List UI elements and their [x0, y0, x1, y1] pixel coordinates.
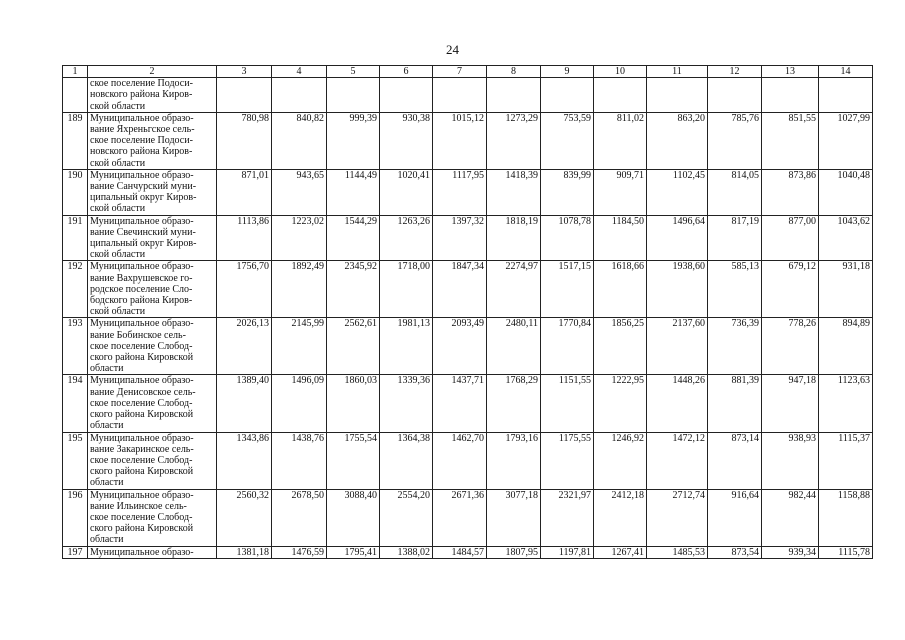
value-cell: 999,39	[327, 112, 380, 169]
table-row	[63, 169, 873, 215]
row-number: 194	[63, 375, 88, 432]
column-header: 4	[272, 66, 327, 78]
name-line: вание Яхреньгское сель-	[90, 124, 195, 136]
value-cell	[327, 78, 380, 113]
value-cell: 1115,37	[819, 432, 873, 489]
municipality-name	[88, 78, 217, 113]
column-header: 1	[63, 66, 88, 78]
value-cell	[594, 78, 647, 113]
value-cell: 1197,81	[541, 546, 594, 558]
name-line: Муниципальное образо-	[90, 261, 194, 273]
value-cell: 1793,16	[487, 432, 541, 489]
value-cell: 881,39	[708, 375, 762, 432]
value-cell: 753,59	[541, 112, 594, 169]
value-cell: 873,14	[708, 432, 762, 489]
value-cell: 1175,55	[541, 432, 594, 489]
column-header: 9	[541, 66, 594, 78]
value-cell: 1496,64	[647, 215, 708, 261]
value-cell: 2560,32	[217, 489, 272, 546]
value-cell: 931,18	[819, 261, 873, 318]
name-line: новского района Киров-	[90, 89, 193, 101]
value-cell: 1015,12	[433, 112, 487, 169]
name-line: Муниципальное образо-	[90, 432, 194, 444]
column-header: 10	[594, 66, 647, 78]
name-line: бодского района Киров-	[90, 295, 193, 307]
value-cell: 839,99	[541, 169, 594, 215]
municipality-name	[88, 215, 217, 261]
name-line: ципальный округ Киров-	[90, 238, 197, 250]
row-number: 196	[63, 489, 88, 546]
municipality-name	[88, 432, 217, 489]
value-cell: 1485,53	[647, 546, 708, 558]
value-cell: 1860,03	[327, 375, 380, 432]
value-cell: 894,89	[819, 318, 873, 375]
value-cell: 1381,18	[217, 546, 272, 558]
value-cell	[380, 78, 433, 113]
value-cell: 679,12	[762, 261, 819, 318]
value-cell: 2345,92	[327, 261, 380, 318]
name-line: области	[90, 363, 124, 375]
value-cell: 1246,92	[594, 432, 647, 489]
column-header: 12	[708, 66, 762, 78]
value-cell: 585,13	[708, 261, 762, 318]
name-line: области	[90, 534, 124, 546]
name-line: новского района Киров-	[90, 146, 193, 158]
value-cell: 778,26	[762, 318, 819, 375]
value-cell: 1343,86	[217, 432, 272, 489]
value-cell: 780,98	[217, 112, 272, 169]
value-cell: 851,55	[762, 112, 819, 169]
value-cell: 1770,84	[541, 318, 594, 375]
value-cell: 1462,70	[433, 432, 487, 489]
name-line: Муниципальное образо-	[90, 318, 194, 330]
value-cell: 1388,02	[380, 546, 433, 558]
value-cell: 1158,88	[819, 489, 873, 546]
column-header: 3	[217, 66, 272, 78]
value-cell: 1040,48	[819, 169, 873, 215]
value-cell: 2274,97	[487, 261, 541, 318]
table-row	[63, 318, 873, 375]
value-cell: 2712,74	[647, 489, 708, 546]
value-cell: 1113,86	[217, 215, 272, 261]
name-line: ской области	[90, 100, 146, 112]
value-cell: 1263,26	[380, 215, 433, 261]
value-cell: 2562,61	[327, 318, 380, 375]
value-cell: 1267,41	[594, 546, 647, 558]
value-cell: 2678,50	[272, 489, 327, 546]
value-cell: 916,64	[708, 489, 762, 546]
value-cell: 1123,63	[819, 375, 873, 432]
name-line: Муниципальное образо-	[90, 489, 194, 501]
name-line: ского района Кировской	[90, 352, 194, 364]
value-cell: 736,39	[708, 318, 762, 375]
name-line: ской области	[90, 306, 146, 318]
value-cell: 1389,40	[217, 375, 272, 432]
value-cell: 1472,12	[647, 432, 708, 489]
table-row	[63, 215, 873, 261]
value-cell	[647, 78, 708, 113]
value-cell: 1795,41	[327, 546, 380, 558]
value-cell: 873,54	[708, 546, 762, 558]
value-cell: 1756,70	[217, 261, 272, 318]
data-table	[62, 65, 873, 559]
value-cell: 1115,78	[819, 546, 873, 558]
value-cell	[708, 78, 762, 113]
row-number	[63, 78, 88, 113]
value-cell: 1856,25	[594, 318, 647, 375]
value-cell: 1438,76	[272, 432, 327, 489]
value-cell: 1339,36	[380, 375, 433, 432]
name-line: вание Вахрушевское го-	[90, 272, 193, 284]
municipality-name	[88, 112, 217, 169]
value-cell: 1476,59	[272, 546, 327, 558]
value-cell: 1043,62	[819, 215, 873, 261]
value-cell: 2093,49	[433, 318, 487, 375]
value-cell: 3077,18	[487, 489, 541, 546]
value-cell: 1484,57	[433, 546, 487, 558]
municipality-name	[88, 169, 217, 215]
value-cell: 938,93	[762, 432, 819, 489]
name-line: Муниципальное образо-	[90, 169, 194, 181]
column-header: 2	[88, 66, 217, 78]
value-cell: 877,00	[762, 215, 819, 261]
name-line: Муниципальное образо-	[90, 112, 194, 124]
value-cell: 1020,41	[380, 169, 433, 215]
name-line: области	[90, 477, 124, 489]
name-line: вание Закаринское сель-	[90, 443, 194, 455]
column-header: 5	[327, 66, 380, 78]
value-cell: 1102,45	[647, 169, 708, 215]
value-cell: 1273,29	[487, 112, 541, 169]
value-cell: 947,18	[762, 375, 819, 432]
name-line: ской области	[90, 249, 146, 261]
value-cell: 1144,49	[327, 169, 380, 215]
value-cell: 1847,34	[433, 261, 487, 318]
name-line: ской области	[90, 157, 146, 169]
value-cell	[819, 78, 873, 113]
value-cell	[541, 78, 594, 113]
name-line: ское поселение Слобод-	[90, 340, 193, 352]
name-line: вание Санчурский муни-	[90, 181, 197, 193]
value-cell	[762, 78, 819, 113]
value-cell: 1184,50	[594, 215, 647, 261]
value-cell: 1397,32	[433, 215, 487, 261]
name-line: ское поселение Подоси-	[90, 78, 193, 90]
value-cell: 2671,36	[433, 489, 487, 546]
value-cell: 1938,60	[647, 261, 708, 318]
name-line: ское поселение Слобод-	[90, 454, 193, 466]
value-cell: 2321,97	[541, 489, 594, 546]
name-line: ского района Кировской	[90, 466, 194, 478]
column-header: 13	[762, 66, 819, 78]
value-cell: 817,19	[708, 215, 762, 261]
value-cell: 1222,95	[594, 375, 647, 432]
value-cell: 2480,11	[487, 318, 541, 375]
column-header: 6	[380, 66, 433, 78]
row-number: 191	[63, 215, 88, 261]
municipality-name	[88, 489, 217, 546]
value-cell	[272, 78, 327, 113]
name-line: ское поселение Слобод-	[90, 511, 193, 523]
column-header: 11	[647, 66, 708, 78]
municipality-name	[88, 375, 217, 432]
name-line: родское поселение Сло-	[90, 283, 193, 295]
municipality-name	[88, 546, 217, 558]
value-cell: 1807,95	[487, 546, 541, 558]
row-number: 192	[63, 261, 88, 318]
value-cell: 2137,60	[647, 318, 708, 375]
table-row	[63, 489, 873, 546]
value-cell: 3088,40	[327, 489, 380, 546]
value-cell: 1517,15	[541, 261, 594, 318]
value-cell: 863,20	[647, 112, 708, 169]
value-cell: 943,65	[272, 169, 327, 215]
name-line: ское поселение Слобод-	[90, 397, 193, 409]
value-cell: 1027,99	[819, 112, 873, 169]
municipality-name	[88, 261, 217, 318]
value-cell: 1496,09	[272, 375, 327, 432]
municipality-name	[88, 318, 217, 375]
table-row	[63, 78, 873, 113]
column-header: 8	[487, 66, 541, 78]
name-line: области	[90, 420, 124, 432]
value-cell: 982,44	[762, 489, 819, 546]
value-cell: 1151,55	[541, 375, 594, 432]
value-cell: 840,82	[272, 112, 327, 169]
value-cell: 1437,71	[433, 375, 487, 432]
table-row	[63, 432, 873, 489]
column-header: 14	[819, 66, 873, 78]
value-cell	[487, 78, 541, 113]
value-cell: 1117,95	[433, 169, 487, 215]
value-cell: 873,86	[762, 169, 819, 215]
value-cell: 1223,02	[272, 215, 327, 261]
name-line: ское поселение Подоси-	[90, 135, 193, 147]
value-cell: 909,71	[594, 169, 647, 215]
value-cell: 1981,13	[380, 318, 433, 375]
value-cell: 814,05	[708, 169, 762, 215]
row-number: 195	[63, 432, 88, 489]
name-line: Муниципальное образо-	[90, 375, 194, 387]
row-number: 197	[63, 546, 88, 558]
value-cell: 2026,13	[217, 318, 272, 375]
name-line: ской области	[90, 203, 146, 215]
value-cell: 930,38	[380, 112, 433, 169]
table-row	[63, 261, 873, 318]
row-number: 190	[63, 169, 88, 215]
value-cell	[433, 78, 487, 113]
table-row	[63, 112, 873, 169]
value-cell: 1544,29	[327, 215, 380, 261]
value-cell: 2145,99	[272, 318, 327, 375]
value-cell: 939,34	[762, 546, 819, 558]
value-cell: 1364,38	[380, 432, 433, 489]
name-line: вание Денисовское сель-	[90, 386, 196, 398]
table-row	[63, 375, 873, 432]
value-cell	[217, 78, 272, 113]
value-cell: 1618,66	[594, 261, 647, 318]
header-row	[63, 66, 873, 78]
value-cell: 871,01	[217, 169, 272, 215]
value-cell: 785,76	[708, 112, 762, 169]
name-line: ского района Кировской	[90, 523, 194, 535]
value-cell: 1768,29	[487, 375, 541, 432]
value-cell: 1892,49	[272, 261, 327, 318]
value-cell: 1755,54	[327, 432, 380, 489]
name-line: Муниципальное образо-	[90, 215, 194, 227]
name-line: вание Бобинское сель-	[90, 329, 186, 341]
table-row	[63, 546, 873, 558]
row-number: 193	[63, 318, 88, 375]
value-cell: 1078,78	[541, 215, 594, 261]
value-cell: 1818,19	[487, 215, 541, 261]
value-cell: 811,02	[594, 112, 647, 169]
name-line: Муниципальное образо-	[90, 546, 194, 558]
name-line: ципальный округ Киров-	[90, 192, 197, 204]
value-cell: 1418,39	[487, 169, 541, 215]
value-cell: 2554,20	[380, 489, 433, 546]
page-number: 24	[446, 42, 459, 57]
name-line: ского района Кировской	[90, 409, 194, 421]
name-line: вание Свечинский муни-	[90, 226, 196, 238]
name-line: вание Ильинское сель-	[90, 500, 187, 512]
value-cell: 1448,26	[647, 375, 708, 432]
value-cell: 1718,00	[380, 261, 433, 318]
column-header: 7	[433, 66, 487, 78]
value-cell: 2412,18	[594, 489, 647, 546]
row-number: 189	[63, 112, 88, 169]
